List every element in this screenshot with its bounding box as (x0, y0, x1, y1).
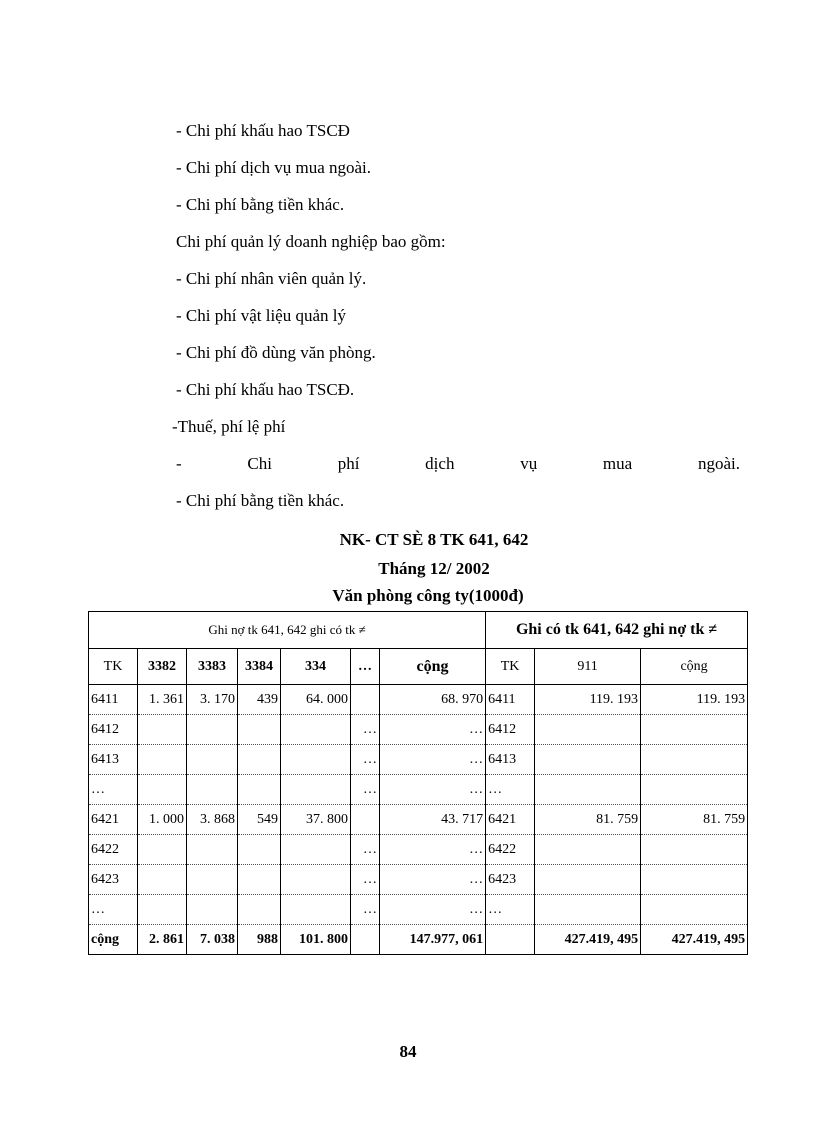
table-cell (351, 685, 380, 715)
col-header: 334 (281, 649, 351, 685)
bullet-outsourced-services: - Chi phí dịch vụ mua ngoài. (176, 158, 372, 177)
table-row (89, 865, 748, 895)
bullet-other-cash-costs-2: - Chi phí bằng tiền khác. (176, 491, 345, 510)
total-cell: 427.419, 495 (535, 925, 641, 955)
table-cell (238, 775, 281, 805)
table-cell: 6423 (486, 865, 535, 895)
table-cell (281, 745, 351, 775)
table-cell: 6411 (89, 685, 138, 715)
table-cell: 1. 361 (138, 685, 187, 715)
expense-table (88, 611, 748, 955)
total-cell: 2. 861 (138, 925, 187, 955)
table-cell: … (380, 835, 486, 865)
table-cell (238, 715, 281, 745)
table-cell: 6422 (89, 835, 138, 865)
table-cell (351, 805, 380, 835)
table-cell: 3. 170 (187, 685, 238, 715)
table-row (89, 715, 748, 745)
table-cell (187, 715, 238, 745)
table-cell (535, 865, 641, 895)
table-cell (187, 745, 238, 775)
table-cell: … (351, 745, 380, 775)
group-header-debit: Ghi nợ tk 641, 642 ghi có tk ≠ (89, 612, 486, 649)
table-title: NK- CT SÈ 8 TK 641, 642 (339, 530, 529, 549)
table-cell: 6423 (89, 865, 138, 895)
group-header-row (89, 612, 748, 649)
table-cell: … (351, 715, 380, 745)
table-cell (535, 775, 641, 805)
table-cell: 68. 970 (380, 685, 486, 715)
total-cell: 101. 800 (281, 925, 351, 955)
table-cell (535, 895, 641, 925)
table-cell: … (351, 895, 380, 925)
table-cell: 43. 717 (380, 805, 486, 835)
table-cell: 119. 193 (535, 685, 641, 715)
bullet-admin-depreciation: - Chi phí khấu hao TSCĐ. (176, 380, 355, 399)
table-cell: 549 (238, 805, 281, 835)
table-cell: … (351, 775, 380, 805)
table-row (89, 835, 748, 865)
total-cell (351, 925, 380, 955)
table-cell: 81. 759 (641, 805, 748, 835)
table-cell (138, 745, 187, 775)
table-cell (138, 835, 187, 865)
total-cell: cộng (89, 925, 138, 955)
table-cell (138, 895, 187, 925)
table-cell (641, 835, 748, 865)
total-cell: 427.419, 495 (641, 925, 748, 955)
table-cell: … (380, 895, 486, 925)
bullet-office-supplies: - Chi phí đồ dùng văn phòng. (176, 343, 376, 362)
table-cell: … (89, 895, 138, 925)
table-cell: … (380, 715, 486, 745)
table-cell: 1. 000 (138, 805, 187, 835)
total-row (89, 925, 748, 955)
table-cell (641, 865, 748, 895)
table-cell (138, 775, 187, 805)
table-cell (187, 865, 238, 895)
group-header-credit: Ghi có tk 641, 642 ghi nợ tk ≠ (486, 612, 748, 649)
table-cell (641, 745, 748, 775)
column-header-row (89, 649, 748, 685)
table-cell (535, 745, 641, 775)
col-header: … (351, 649, 380, 685)
table-cell (281, 835, 351, 865)
bullet-outsourced-services-justified (176, 454, 740, 474)
table-cell (238, 865, 281, 895)
col-header: cộng (380, 649, 486, 685)
table-cell: … (486, 895, 535, 925)
table-cell (138, 715, 187, 745)
word: phí (337, 454, 360, 473)
table-cell (641, 895, 748, 925)
table-row (89, 745, 748, 775)
table-cell: … (351, 835, 380, 865)
total-cell: 988 (238, 925, 281, 955)
table-cell: 64. 000 (281, 685, 351, 715)
table-cell: 6413 (89, 745, 138, 775)
word: mua (602, 454, 633, 473)
bullet-admin-staff: - Chi phí nhân viên quản lý. (176, 269, 367, 288)
table-cell: … (380, 745, 486, 775)
table-cell (281, 715, 351, 745)
table-cell (641, 715, 748, 745)
table-cell: 6412 (89, 715, 138, 745)
table-cell (238, 835, 281, 865)
col-header: 3382 (138, 649, 187, 685)
table-cell: 439 (238, 685, 281, 715)
table-cell: … (380, 865, 486, 895)
total-cell: 7. 038 (187, 925, 238, 955)
table-cell: 37. 800 (281, 805, 351, 835)
table-cell (535, 835, 641, 865)
table-cell: 119. 193 (641, 685, 748, 715)
total-cell (486, 925, 535, 955)
table-cell (187, 835, 238, 865)
table-cell (535, 715, 641, 745)
table-month: Tháng 12/ 2002 (378, 559, 490, 578)
table-cell (281, 775, 351, 805)
table-cell (641, 775, 748, 805)
bullet-admin-materials: - Chi phí vật liệu quản lý (176, 306, 346, 325)
col-header: TK (89, 649, 138, 685)
bullet-depreciation: - Chi phí khấu hao TSCĐ (176, 121, 350, 140)
table-cell (281, 865, 351, 895)
page-number: 84 (399, 1042, 417, 1061)
table-row (89, 775, 748, 805)
table-cell: 6421 (486, 805, 535, 835)
table-row (89, 895, 748, 925)
table-cell: 6411 (486, 685, 535, 715)
table-cell: … (380, 775, 486, 805)
col-header: 3383 (187, 649, 238, 685)
col-header: 3384 (238, 649, 281, 685)
table-cell: 6422 (486, 835, 535, 865)
table-cell: 81. 759 (535, 805, 641, 835)
table-row (89, 805, 748, 835)
word: - (176, 454, 182, 473)
table-cell: … (486, 775, 535, 805)
col-header: cộng (641, 649, 748, 685)
table-cell: 6413 (486, 745, 535, 775)
table-cell (238, 745, 281, 775)
word: vụ (520, 454, 538, 473)
intro-admin-costs: Chi phí quản lý doanh nghiệp bao gồm: (176, 232, 446, 251)
table-cell (187, 775, 238, 805)
table-cell: 3. 868 (187, 805, 238, 835)
table-cell: … (351, 865, 380, 895)
table-cell (281, 895, 351, 925)
col-header: TK (486, 649, 535, 685)
table-cell: 6421 (89, 805, 138, 835)
word: dịch (425, 454, 455, 473)
total-cell: 147.977, 061 (380, 925, 486, 955)
bullet-other-cash-costs: - Chi phí bằng tiền khác. (176, 195, 345, 214)
word: ngoài. (697, 454, 740, 473)
table-cell: … (89, 775, 138, 805)
table-cell (138, 865, 187, 895)
table-cell (187, 895, 238, 925)
word: Chi (247, 454, 272, 473)
table-cell: 6412 (486, 715, 535, 745)
table-row (89, 685, 748, 715)
table-unit: Văn phòng công ty(1000đ) (332, 586, 524, 605)
table-cell (238, 895, 281, 925)
col-header: 911 (535, 649, 641, 685)
bullet-taxes-fees: -Thuế, phí lệ phí (172, 417, 286, 436)
